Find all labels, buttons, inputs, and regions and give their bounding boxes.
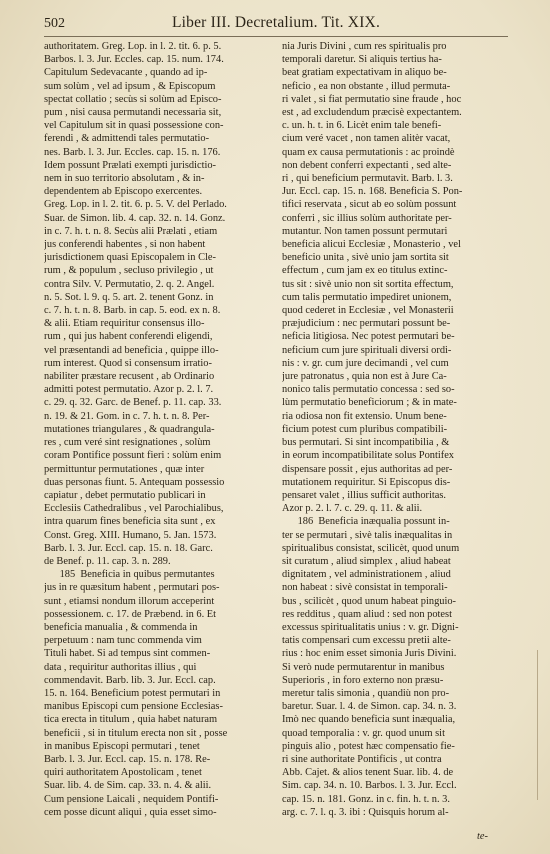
text-line: Superioris , in foro externo non præsu- [282, 674, 444, 686]
text-line: pum , nisi causa permutandi necessaria sit, [44, 107, 222, 119]
text-line: nes. Barb. l. 3. Jur. Eccles. cap. 15. n. 176. [44, 146, 221, 158]
text-line: Sim. cap. 34. n. 10. Barbos. l. 3. Jur. Eccl. [282, 780, 457, 792]
text-line: Barb. l. 3. Jur. Eccl. cap. 15. n. 178. Re- [44, 753, 211, 765]
text-line: nabiliter præstare recusent , ab Ordinario [44, 371, 215, 383]
text-line: ferendi , & admittendi tales permutatio- [44, 133, 210, 145]
text-line: Azor p. 2. l. 7. c. 29. q. 11. & alii. [282, 503, 423, 515]
text-line: effectum , cum jam ex eo titulus extinc- [282, 265, 448, 277]
text-line: nia Juris Divini , cum res spiritualis pro [282, 41, 447, 52]
text-line: duas personas fiunt. 5. Antequam possessio [44, 476, 225, 488]
text-line: cem posse dicunt aliqui , quia esset simo- [44, 806, 217, 818]
text-line: Imò nec quando beneficia sunt inæqualia, [282, 714, 456, 726]
text-line: commendavit. Barb. lib. 3. Jur. Eccl. cap. [44, 674, 216, 686]
text-line: mutantur. Non tamen possunt permutari [282, 225, 448, 237]
text-line: Capitulum Sedevacante , quando ad ip- [44, 67, 208, 79]
text-line: res , cum veré sint resignationes , solùm [44, 437, 211, 449]
text-line: ter se permutari , sivè talis inæqualitas in [282, 529, 453, 541]
text-line: n. 5. Sot. l. 9. q. 5. art. 2. tenent Gonz. in [44, 291, 214, 303]
text-line: rius : hoc enim esset simonia Juris Divini. [282, 648, 457, 660]
text-line: jure patronatus , quia non est à Jure Ca- [282, 371, 447, 383]
text-line: conferri , sic illius solùm authoritate per- [282, 212, 452, 224]
text-line: intra quarum fines beneficia sita sunt , ex [44, 516, 216, 528]
text-line: mutationes triangulares , & quadrangula- [44, 423, 215, 435]
text-line: in c. 7. h. t. n. 8. Secùs alii Prælati , etiam [44, 225, 218, 237]
text-line: 15. n. 164. Beneficium potest permutari in [44, 687, 221, 699]
text-line: dependentem ab Episcopo exercentes. [44, 186, 203, 198]
running-header [44, 14, 508, 36]
text-line: jus in re quæsitum habent , permutari pos- [44, 582, 220, 594]
text-line: cap. 15. n. 181. Gonz. in c. fin. h. t. n. 3. [282, 793, 450, 805]
text-line: Si verò nude permutarentur in manibus [282, 661, 445, 673]
text-line: spectat collatio ; secùs si solùm ad Episco- [44, 93, 222, 105]
text-line: bus permutari. Si sint incompatibilia , & [282, 437, 450, 449]
text-line: c. 7. h. t. n. 8. Barb. in cap. 5. eod. ex n. 8. [44, 305, 221, 317]
text-line: coram Pontifice possunt fieri : solùm enim [44, 450, 222, 462]
text-line: Barbos. l. 3. Jur. Eccles. cap. 15. num. 174. [44, 54, 224, 66]
text-line: in eorum incompatibilitate solus Pontifex [282, 450, 454, 462]
text-line: possessionem. c. 17. de Præbend. in 6. Et [44, 608, 217, 620]
right-column [282, 40, 510, 819]
text-line: quod cederet in Ecclesiæ , vel Monasterii [282, 305, 454, 317]
text-line: sunt , etiamsi nondum illorum acceperint [44, 595, 215, 607]
text-line: Barb. l. 3. Jur. Eccl. cap. 15. n. 18. Garc. [44, 542, 213, 554]
text-line: neficio , ea non obstante , illud permuta- [282, 80, 451, 92]
text-line: nonico talis permutatio concessa : sed so- [282, 384, 455, 396]
text-line: nem in suo territorio absolutam , & in- [44, 173, 205, 185]
text-line: mutationem requiritur. Si Episcopus dis- [282, 476, 451, 488]
text-line: tus sit : sivè unio non sit sortita effectum, [282, 278, 454, 290]
text-line: ri sine authoritate Pontificis , ut contra [282, 753, 442, 765]
text-line: Idem possunt Prælati exempti jurisdictio- [44, 159, 217, 171]
text-line: n. 19. & 21. Gom. in c. 7. h. t. n. 8. Per- [44, 410, 210, 422]
text-line: baretur. Suar. l. 4. de Simon. cap. 34. n. 3. [282, 701, 457, 713]
text-line: præjudicium : nec permutari possunt be- [282, 318, 451, 330]
text-line: de Benef. p. 11. cap. 3. n. 289. [44, 555, 171, 567]
text-line: non debent conferri expectanti , sed alte- [282, 159, 452, 171]
text-line: pensaret valet , illius sufficit authoritas. [282, 489, 446, 501]
text-line: res redditus , quam aliud : sed non potest [282, 608, 452, 620]
text-line: authoritatem. Greg. Lop. in l. 2. tit. 6. p. 5. [44, 41, 222, 52]
text-line: meretur talis simonia , quandiù non pro- [282, 687, 450, 699]
text-line: beneficio unita , sivè unio jam sortita sit [282, 252, 449, 264]
text-line: sum solùm , vel ad ipsum , & Episcopum [44, 80, 216, 92]
running-title: Liber III. Decretalium. Tit. XIX. [171, 14, 381, 31]
text-line: excessus spiritualitatis unius : v. gr. Digni- [282, 621, 459, 633]
text-line: tica erecta in titulum , quia habet naturam [44, 714, 218, 726]
text-line: rum , qui jus habent conferendi eligendi, [44, 331, 213, 343]
text-line: ri valet , si fiat permutatio sine fraude , hoc [282, 93, 462, 105]
text-line: jurisdictionem quasi Episcopalem in Cle- [44, 252, 216, 264]
text-line: c. 29. q. 32. Garc. de Benef. p. 11. cap. 33. [44, 397, 222, 409]
text-line: capiatur , debet permutatio publicari in [44, 489, 206, 501]
text-line: Abb. Cajet. & alios tenent Suar. lib. 4. de [282, 767, 454, 779]
text-line: admitti potest permutatio. Azor p. 2. l. 7. [44, 384, 214, 396]
text-line: rum interest. Quod si consensum irratio- [44, 357, 212, 369]
text-line: c. un. h. t. in 6. Licèt enim tale benefi- [282, 120, 442, 132]
text-line: ria odiosa non fit extensio. Unum bene- [282, 410, 447, 422]
text-line: tifici reservata , sicut ab eo solùm possunt [282, 199, 457, 211]
text-line: lùm permutatio beneficiorum ; & in mate- [282, 397, 457, 409]
text-line: vel præsentandi ad beneficia , quippe illo- [44, 344, 219, 356]
page-number: 502 [44, 16, 65, 31]
text-line: Cum pensione Laicali , nequidem Pontifi- [44, 793, 219, 805]
text-line: beat gratiam expectativam in aliquo be- [282, 67, 447, 79]
text-line: beneficii , si in titulum erecta non sit , posse [44, 727, 228, 739]
text-line: beneficia alicui Ecclesiæ , Monasterio , vel [282, 239, 461, 251]
text-line: contra Silv. V. Permutatio, 2. q. 2. Angel. [44, 278, 215, 290]
text-line: data , requiritur authoritas illius , qui [44, 661, 197, 673]
text-line: manibus Episcopi cum pensione Ecclesias- [44, 701, 223, 713]
header-rule [44, 36, 508, 37]
text-line: Const. Greg. XIII. Humano, 5. Jan. 1573. [44, 529, 217, 541]
text-line: temporali daretur. Si aliquis tertius ha- [282, 54, 442, 66]
text-line: quam ex causa permutationis : ac proindè [282, 146, 455, 158]
text-line: dispensare possit , ejus authoritas ad per- [282, 463, 453, 475]
page-edge-shadow [537, 650, 544, 800]
text-line: bus , scilicèt , quod unum habeat pinguio- [282, 595, 457, 607]
text-line: jus conferendi habentes , si non habent [44, 239, 206, 251]
text-line: Greg. Lop. in l. 2. tit. 6. p. 5. V. del Perlado. [44, 199, 227, 211]
text-line: 185 Beneficia in quibus permutantes [44, 569, 215, 581]
text-line: nis : v. gr. cum jure decimandi , vel cum [282, 357, 449, 369]
text-line: dignitatem , vel administrationem , aliud [282, 569, 451, 581]
text-line: spiritualibus consistat, scilicèt, quod unum [282, 542, 460, 554]
text-line: in manibus Episcopi permutari , tenet [44, 740, 200, 752]
text-line: quiri authoritatem Apostolicam , tenet [44, 767, 202, 779]
text-line: sit curatum , aliud simplex , aliud habeat [282, 555, 451, 567]
text-line: Jur. Eccl. cap. 15. n. 168. Beneficia S. Pon- [282, 186, 463, 198]
text-line: Suar. lib. 4. de Sim. cap. 33. n. 4. & alii. [44, 780, 212, 792]
text-line: ficium potest cum pluribus compatibili- [282, 423, 448, 435]
text-line: Ecclesiis Cathedralibus , vel Parochialibus, [44, 503, 224, 515]
text-line: neficia litigiosa. Nec potest permutari be- [282, 331, 455, 343]
left-column [44, 40, 272, 819]
text-line: Suar. de Simon. lib. 4. cap. 32. n. 14. Gonz. [44, 212, 226, 224]
text-line: quoad temporalia : v. gr. quod unum sit [282, 727, 445, 739]
text-line: cum talis permutatio impediret unionem, [282, 291, 452, 303]
text-line: ri , qui beneficium permutavit. Barb. l. 3. [282, 173, 453, 185]
catchword: te- [477, 831, 488, 842]
text-line: beneficia manualia , & commenda in [44, 621, 198, 633]
text-line: pinguis alio , potest hæc compensatio fie- [282, 740, 455, 752]
text-line: & alii. Etiam requiritur consensus illo- [44, 318, 205, 330]
text-line: Tituli habet. Si ad tempus sint commen- [44, 648, 211, 660]
text-line: 186 Beneficia inæqualia possunt in- [282, 516, 450, 528]
text-line: permittuntur permutationes , quæ inter [44, 463, 205, 475]
text-line: vel Capitulum sit in quasi possessione con- [44, 120, 224, 132]
text-line: cium veré vacet , non tamen alitèr vacat, [282, 133, 451, 145]
text-line: tatis compensari cum excessu pretii alte- [282, 635, 451, 647]
text-line: perpetuum : nam tunc commenda vim [44, 635, 202, 647]
text-columns [44, 40, 510, 819]
text-line: non habeat : sivè consistat in temporali- [282, 582, 448, 594]
text-line: arg. c. 7. l. q. 3. ibi : Quisquis horum al- [282, 806, 449, 818]
text-line: neficium cum jure spirituali diversi ordi- [282, 344, 452, 356]
text-line: rum , & populum , secluso privilegio , ut [44, 265, 214, 277]
text-line: est , ad excludendum præcisè expectantem. [282, 107, 462, 119]
